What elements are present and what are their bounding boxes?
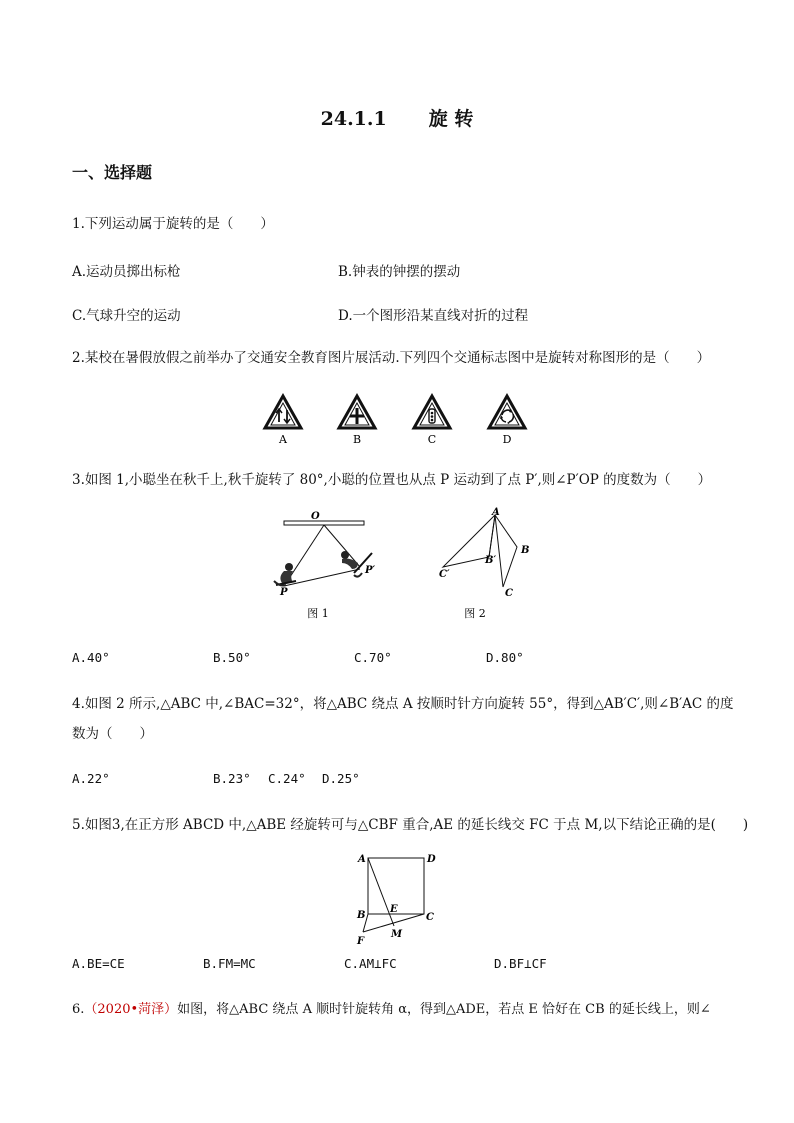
fig1-caption: 图 1 bbox=[307, 607, 329, 620]
fig2-label-b-prime: B′ bbox=[485, 555, 497, 566]
q6-rest: 如图，将△ABC 绕点 A 顺时针旋转角 α，得到△ADE，若点 E 恰好在 CB 的延长线上，则∠ bbox=[177, 1002, 711, 1017]
sign-label-a: A bbox=[279, 433, 287, 446]
q4-stem-line2: 数为（ ） bbox=[72, 726, 153, 742]
fig3-label-e: E bbox=[390, 904, 398, 915]
fig3-label-c: C bbox=[426, 912, 434, 923]
q4-option-d: D.25° bbox=[322, 771, 360, 786]
q3-option-c: C.70° bbox=[354, 650, 392, 665]
q4-option-c: C.24° bbox=[268, 771, 306, 786]
q3-option-a: A.40° bbox=[72, 650, 110, 665]
fig1-label-p-prime: P′ bbox=[365, 565, 376, 576]
fig2-label-c-prime: C′ bbox=[439, 569, 450, 580]
q6-prefix: 6. bbox=[72, 1002, 85, 1017]
title-number: 24.1.1 bbox=[320, 108, 387, 130]
fig3-label-d: D bbox=[427, 854, 436, 865]
q5-option-d: D.BF⊥CF bbox=[494, 956, 547, 971]
sign-a-icon bbox=[265, 396, 301, 428]
q6-source: （2020•菏泽） bbox=[84, 1002, 178, 1017]
q1-option-c: C.气球升空的运动 bbox=[72, 308, 181, 324]
fig3-label-m: M bbox=[391, 929, 403, 940]
traffic-signs-figure bbox=[255, 392, 555, 448]
fig2-label-b: B bbox=[521, 545, 530, 556]
sign-b-icon bbox=[339, 396, 375, 428]
fig1-label-p: P bbox=[280, 587, 288, 598]
q3-stem: 3.如图 1,小聪坐在秋千上,秋千旋转了 80°,小聪的位置也从点 P 运动到了点 P′,则∠P′OP 的度数为（ ） bbox=[72, 472, 712, 488]
figure-3-square bbox=[348, 848, 448, 948]
fig2-caption: 图 2 bbox=[464, 607, 486, 620]
q1-option-a: A.运动员掷出标枪 bbox=[72, 264, 181, 280]
sign-label-c: C bbox=[427, 433, 437, 446]
q2-stem: 2.某校在暑假放假之前举办了交通安全教育图片展活动.下列四个交通标志图中是旋转对称图形的是（ ） bbox=[72, 350, 711, 366]
child-at-p-icon bbox=[274, 563, 296, 586]
sign-c-icon bbox=[414, 396, 450, 428]
q5-stem: 5.如图3,在正方形 ABCD 中,△ABE 经旋转可与△CBF 重合,AE 的延长线交 FC 于点 M,以下结论正确的是( ) bbox=[72, 817, 749, 833]
q3-option-d: D.80° bbox=[486, 650, 524, 665]
figure-2-triangles bbox=[435, 505, 545, 625]
fig3-label-f: F bbox=[357, 936, 365, 947]
q1-option-b: B.钟表的钟摆的摆动 bbox=[338, 264, 461, 280]
q5-option-c: C.AM⊥FC bbox=[344, 956, 397, 971]
sign-label-d: D bbox=[502, 433, 512, 446]
sign-d-icon bbox=[489, 396, 525, 428]
q6-stem bbox=[72, 1000, 711, 1020]
fig3-label-a: A bbox=[358, 854, 366, 865]
sign-label-b: B bbox=[352, 433, 362, 446]
fig2-label-c: C bbox=[505, 588, 513, 599]
title-text: 旋 转 bbox=[428, 108, 474, 130]
q4-option-a: A.22° bbox=[72, 771, 110, 786]
fig1-label-o: O bbox=[311, 511, 320, 522]
q5-option-a: A.BE=CE bbox=[72, 956, 125, 971]
fig2-label-a: A bbox=[492, 507, 500, 518]
page-title bbox=[0, 104, 794, 131]
q3-option-b: B.50° bbox=[213, 650, 251, 665]
q4-stem-line1: 4.如图 2 所示,△ABC 中,∠BAC=32°，将△ABC 绕点 A 按顺时针方向旋转 55°，得到△AB′C′,则∠B′AC 的度 bbox=[72, 696, 734, 712]
q5-option-b: B.FM=MC bbox=[203, 956, 256, 971]
q1-option-d: D.一个图形沿某直线对折的过程 bbox=[338, 308, 529, 324]
q4-option-b: B.23° bbox=[213, 771, 251, 786]
q1-stem: 1.下列运动属于旋转的是（ ） bbox=[72, 216, 274, 232]
fig3-label-b: B bbox=[357, 910, 366, 921]
section-heading: 一、选择题 bbox=[72, 163, 153, 182]
figure-1-swing bbox=[262, 505, 392, 625]
